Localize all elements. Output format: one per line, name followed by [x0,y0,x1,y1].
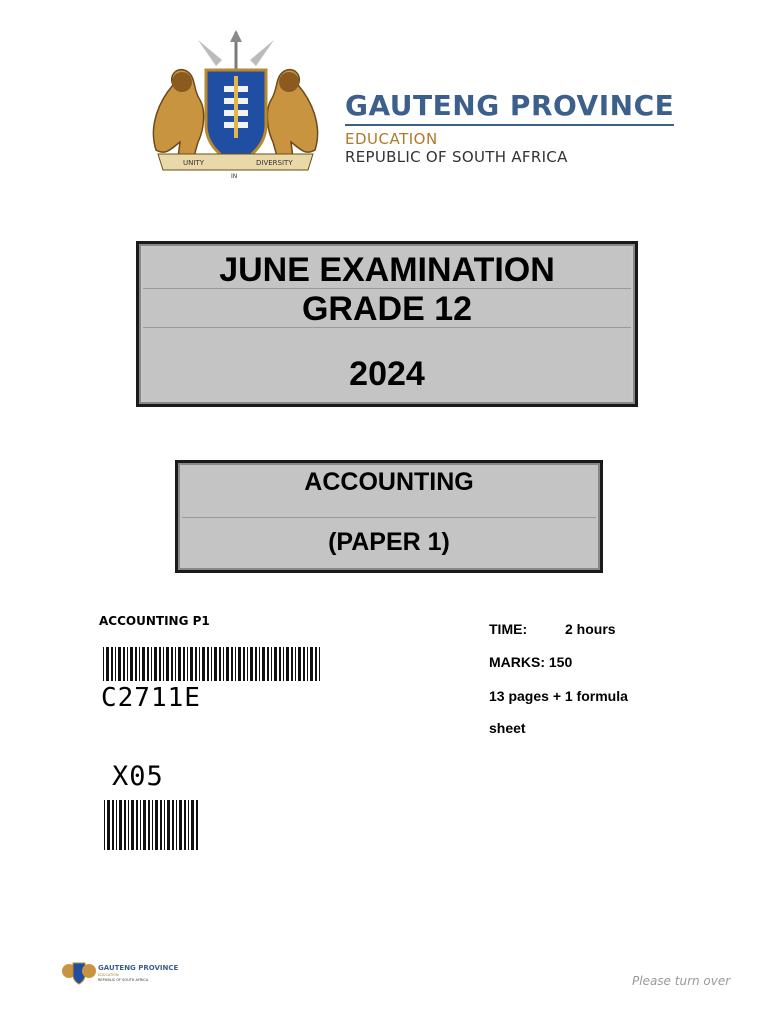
footer-logo-title: GAUTENG PROVINCE [98,964,179,972]
country-name: REPUBLIC OF SOUTH AFRICA [345,148,568,166]
barcode-label: ACCOUNTING P1 [99,614,210,628]
turn-over-note: Please turn over [632,974,731,988]
department-name: EDUCATION [345,130,438,148]
pages-info: 13 pages + 1 formula [489,688,628,704]
motto-center: IN [231,173,238,180]
time-value: 2 hours [565,621,616,637]
barcode-code: C2711E [101,683,201,713]
province-title: GAUTENG PROVINCE [345,90,674,126]
time-label: TIME: [489,621,528,637]
footer-logo-country: REPUBLIC OF SOUTH AFRICA [98,978,149,982]
paper-number: (PAPER 1) [328,528,450,556]
subject-name: ACCOUNTING [304,468,474,496]
motto-left: UNITY [183,159,204,167]
coat-of-arms-logo [138,30,333,190]
pages-info-cont: sheet [489,720,526,736]
barcode-icon [103,647,321,681]
brand-wordmark [345,90,674,166]
exam-title-box [136,241,638,407]
subject-box [175,460,603,573]
footer-logo-subtitle: EDUCATION [98,973,119,977]
booklet-code: X05 [112,761,164,792]
exam-name: JUNE EXAMINATION [219,251,555,289]
exam-grade: GRADE 12 [301,290,473,328]
motto-right: DIVERSITY [256,159,293,167]
barcode-small-icon [104,800,200,850]
exam-year: 2024 [349,355,425,393]
time-info [489,620,616,638]
marks-info: MARKS: 150 [489,654,573,670]
footer-logo [60,955,179,987]
